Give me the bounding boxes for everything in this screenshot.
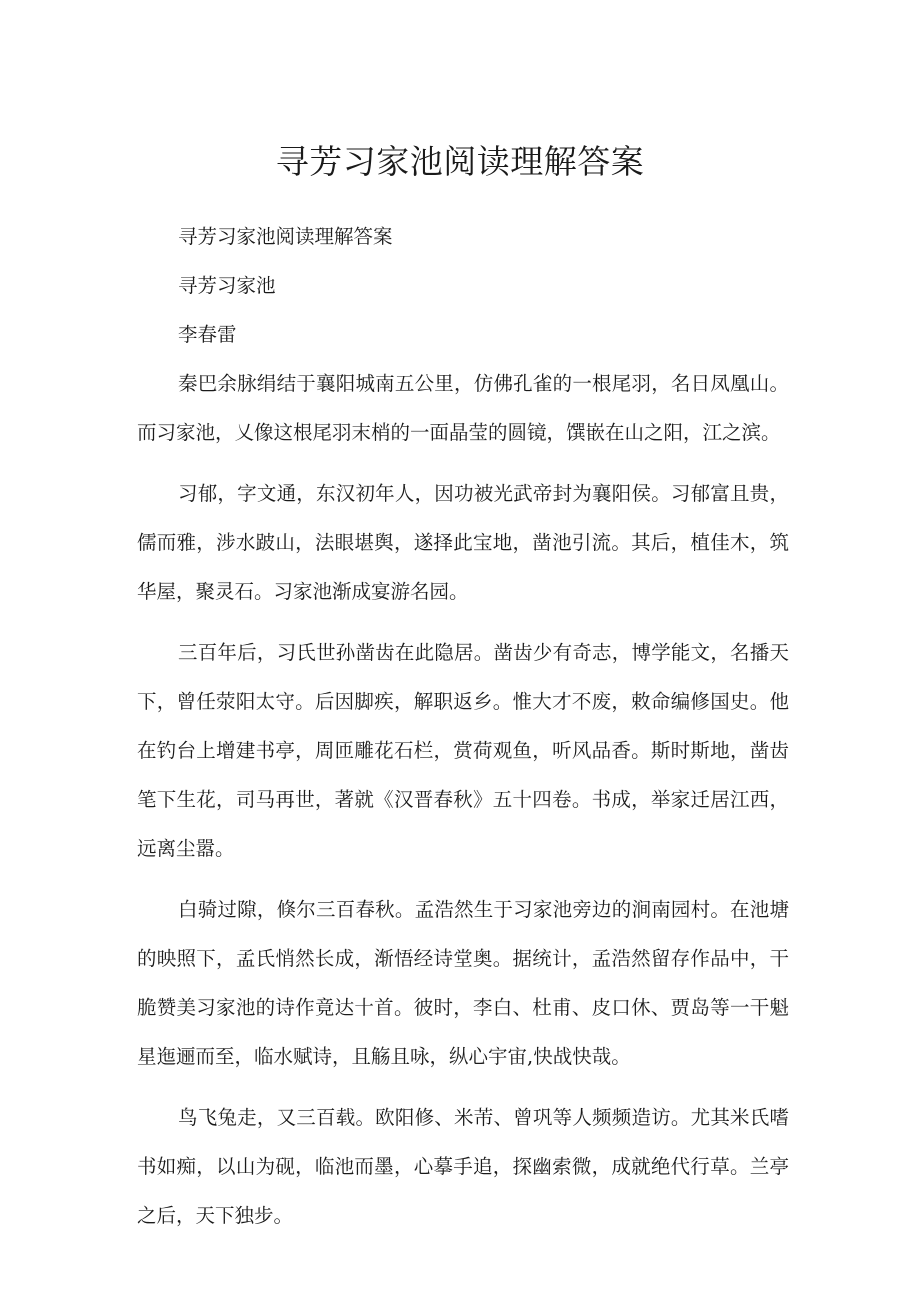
document-title: 寻芳习家池阅读理解答案 (275, 142, 645, 181)
author-paragraph: 李春雷 (178, 323, 237, 346)
body-paragraph-1: 秦巴余脉绢结于襄阳城南五公里，仿佛孔雀的一根尾羽，名日凤凰山。而习家池，乂像这根尾羽末梢的一面晶莹的圆镜，馔嵌在山之阳，江之滨。 (137, 372, 789, 444)
body-paragraph-2: 习郁，字文通，东汉初年人，因功被光武帝封为襄阳侯。习郁富且贵，儒而雅，涉水跛山，法眼堪舆，遂择此宝地，凿池引流。其后，植佳木，筑华屋，聚灵石。习家池渐成宴游名园。 (137, 482, 789, 603)
body-paragraph-5: 鸟飞兔走，又三百载。欧阳修、米芾、曾巩等人频频造访。尤其米氏嗜书如痴，以山为砚，临池而墨，心摹手追，探幽索微，成就绝代行草。兰亭之后，天下独步。 (137, 1106, 789, 1227)
article-title-paragraph: 寻芳习家池 (178, 274, 276, 297)
subtitle-paragraph: 寻芳习家池阅读理解答案 (178, 225, 393, 248)
document-body (137, 212, 789, 1252)
body-paragraph-3: 三百年后，习氏世孙凿齿在此隐居。凿齿少有奇志，博学能文，名播天下，曾任荥阳太守。后因脚疾，解职返乡。惟大才不废，敕命编修国史。他在钓台上增建书亭，周匝雕花石栏，赏荷观鱼，听风品香。斯时斯地，凿齿笔下生花，司马再世，著就《汉晋春秋》五十四卷。书成，举家迁居江西，远离尘嚣。 (137, 641, 789, 860)
body-paragraph-4: 白骑过隙，倏尔三百春秋。孟浩然生于习家池旁边的涧南园村。在池塘的映照下，孟氏悄然长成，渐悟经诗堂奥。据统计，孟浩然留存作品中，干脆赞美习家池的诗作竟达十首。彼时，李白、杜甫、皮口休、贾岛等一干魁星迤逦而至，临水赋诗，且觞且咏，纵心宇宙,快战快哉。 (137, 898, 789, 1068)
